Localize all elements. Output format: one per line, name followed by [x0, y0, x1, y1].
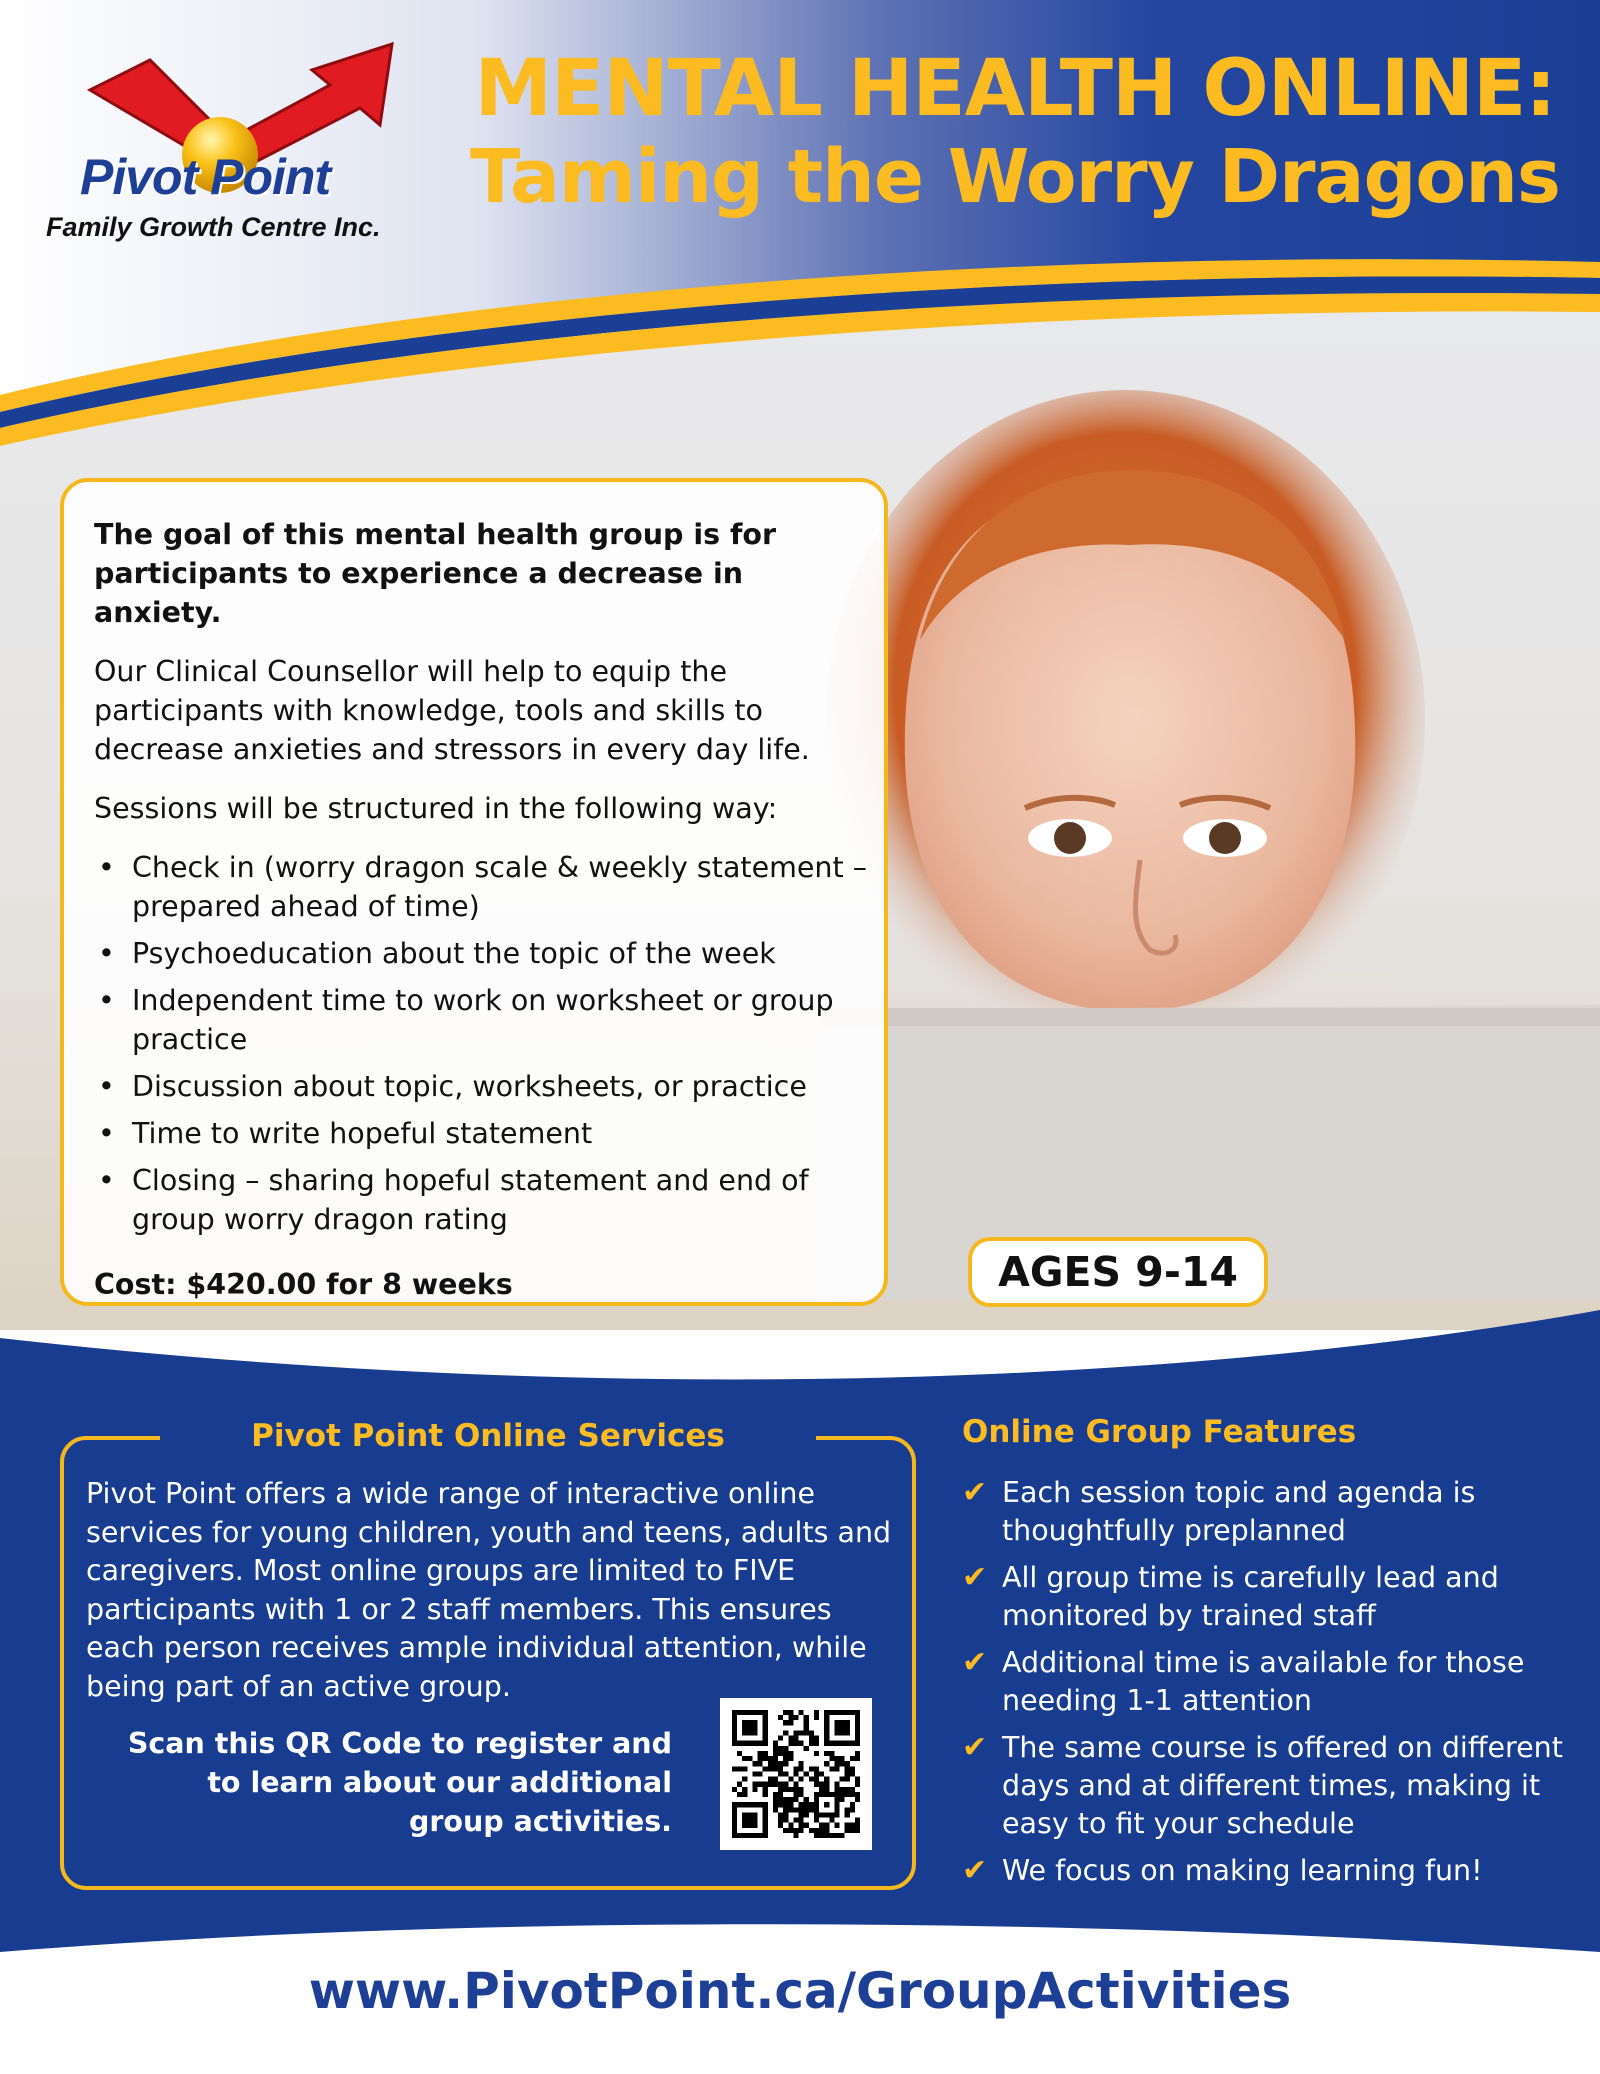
list-item: • Check in (worry dragon scale & weekly statement – prepared ahead of time) — [94, 848, 874, 926]
logo-name: Pivot Point — [80, 149, 331, 205]
checkmark-icon: ✔ — [962, 1560, 988, 1595]
list-item: • Closing – sharing hopeful statement and end of group worry dragon rating — [94, 1161, 874, 1239]
list-item: • Independent time to work on worksheet or group practice — [94, 981, 874, 1059]
feature-text: Each session topic and agenda is thoughtfully preplanned — [1002, 1476, 1476, 1547]
list-item — [962, 1852, 1572, 1890]
counsellor-statement: Our Clinical Counsellor will help to equip the participants with knowledge, tools and skills to decrease anxieties and stressors in every day life. — [94, 655, 810, 766]
title-line-1: MENTAL HEALTH ONLINE: — [474, 44, 1556, 134]
checkmark-icon: ✔ — [962, 1645, 988, 1680]
services-title: Pivot Point Online Services — [160, 1412, 816, 1460]
feature-text: All group time is carefully lead and monitored by trained staff — [1002, 1561, 1499, 1632]
list-item: • Psychoeducation about the topic of the week — [94, 934, 874, 973]
checkmark-icon: ✔ — [962, 1730, 988, 1765]
services-description: Pivot Point offers a wide range of interactive online services for young children, youth and teens, adults and caregivers. Most online groups are limited to FIVE participants with 1 or 2 staff members. This ensures each person receives ample individual attention, while being part of an active group. — [86, 1477, 892, 1703]
list-item — [962, 1644, 1572, 1720]
info-card-content — [94, 515, 874, 1324]
list-item — [962, 1474, 1572, 1550]
list-item: • Time to write hopeful statement — [94, 1114, 874, 1153]
list-item — [962, 1729, 1572, 1843]
feature-text: Additional time is available for those needing 1-1 attention — [1002, 1646, 1525, 1717]
sessions-list — [94, 848, 874, 1239]
website-url[interactable]: www.PivotPoint.ca/GroupActivities — [308, 1962, 1292, 2020]
checkmark-icon: ✔ — [962, 1475, 988, 1510]
goal-statement: The goal of this mental health group is for participants to experience a decrease in anxiety. — [94, 518, 777, 629]
cost-text: Cost: $420.00 for 8 weeks — [94, 1268, 513, 1301]
feature-text: The same course is offered on different days and at different times, making it easy to fit your schedule — [1002, 1731, 1563, 1840]
list-item: • Discussion about topic, worksheets, or practice — [94, 1067, 874, 1106]
features-list — [962, 1474, 1572, 1899]
ages-badge: AGES 9-14 — [968, 1237, 1268, 1307]
feature-text: We focus on making learning fun! — [1002, 1854, 1483, 1887]
list-item — [962, 1559, 1572, 1635]
qr-code[interactable] — [732, 1710, 860, 1838]
sessions-intro: Sessions will be structured in the following way: — [94, 792, 778, 825]
logo-subtitle: Family Growth Centre Inc. — [46, 212, 381, 242]
features-title: Online Group Features — [962, 1414, 1357, 1450]
qr-instructions: Scan this QR Code to register and to learn about our additional group activities. — [127, 1727, 672, 1838]
title-line-2: Taming the Worry Dragons — [470, 134, 1560, 220]
checkmark-icon: ✔ — [962, 1853, 988, 1888]
